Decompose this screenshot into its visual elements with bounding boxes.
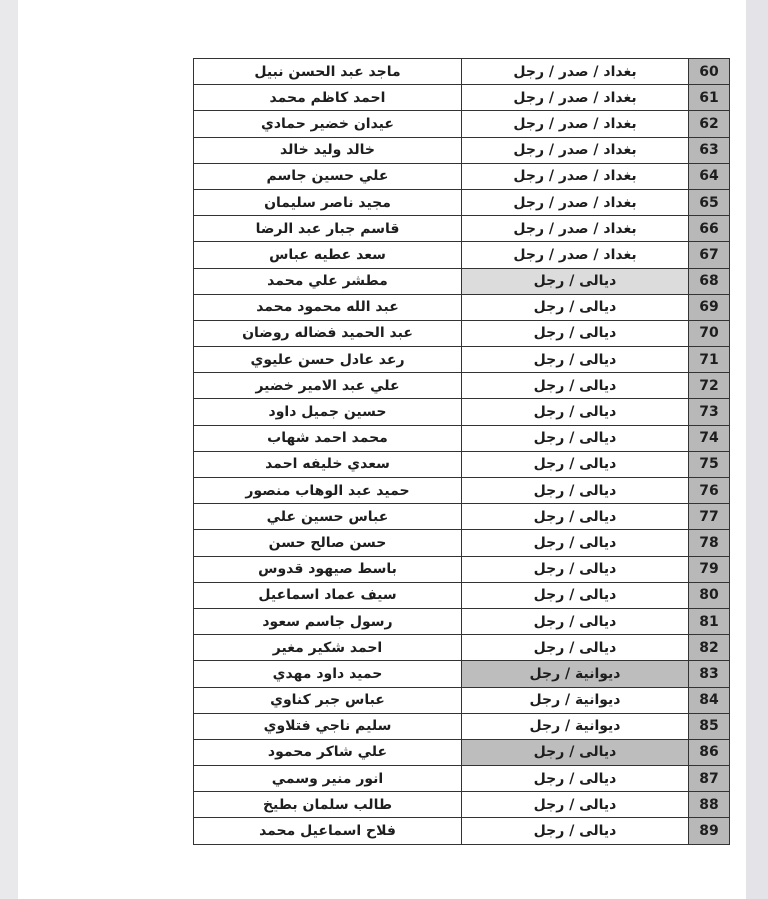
row-number-cell: 74 [689, 425, 730, 451]
table-row [194, 111, 730, 137]
name-cell: سيف عماد اسماعيل [194, 582, 462, 608]
name-cell: طالب سلمان بطيخ [194, 792, 462, 818]
table-row [194, 530, 730, 556]
location-cell: ديالى / رجل [462, 608, 689, 634]
row-number-cell: 87 [689, 766, 730, 792]
table-row [194, 320, 730, 346]
location-cell: ديالى / رجل [462, 268, 689, 294]
name-cell: عبد الله محمود محمد [194, 294, 462, 320]
location-cell: ديالى / رجل [462, 530, 689, 556]
table-row [194, 582, 730, 608]
name-cell: رعد عادل حسن عليوي [194, 347, 462, 373]
table-row [194, 268, 730, 294]
row-number-cell: 62 [689, 111, 730, 137]
row-number-cell: 69 [689, 294, 730, 320]
row-number-cell: 84 [689, 687, 730, 713]
row-number-cell: 83 [689, 661, 730, 687]
name-cell: ماجد عبد الحسن نبيل [194, 59, 462, 85]
table-row [194, 294, 730, 320]
name-cell: عباس جبر كناوي [194, 687, 462, 713]
name-cell: حسن صالح حسن [194, 530, 462, 556]
table-row [194, 373, 730, 399]
name-cell: علي شاكر محمود [194, 739, 462, 765]
location-cell: ديالى / رجل [462, 635, 689, 661]
table-row [194, 216, 730, 242]
row-number-cell: 79 [689, 556, 730, 582]
name-cell: علي عبد الامير خضير [194, 373, 462, 399]
table-row [194, 766, 730, 792]
table-row [194, 661, 730, 687]
name-cell: سعدي خليفه احمد [194, 451, 462, 477]
name-cell: باسط صيهود قدوس [194, 556, 462, 582]
name-cell: سليم ناجي فتلاوي [194, 713, 462, 739]
row-number-cell: 80 [689, 582, 730, 608]
location-cell: ديالى / رجل [462, 504, 689, 530]
table-row [194, 451, 730, 477]
location-cell: ديالى / رجل [462, 739, 689, 765]
location-cell: ديالى / رجل [462, 478, 689, 504]
row-number-cell: 77 [689, 504, 730, 530]
row-number-cell: 86 [689, 739, 730, 765]
location-cell: بغداد / صدر / رجل [462, 111, 689, 137]
table-row [194, 242, 730, 268]
table-row [194, 792, 730, 818]
name-cell: حميد عبد الوهاب منصور [194, 478, 462, 504]
row-number-cell: 67 [689, 242, 730, 268]
location-cell: بغداد / صدر / رجل [462, 137, 689, 163]
table-row [194, 163, 730, 189]
page-edge [746, 0, 768, 899]
location-cell: ديالى / رجل [462, 347, 689, 373]
name-cell: حميد داود مهدي [194, 661, 462, 687]
row-number-cell: 66 [689, 216, 730, 242]
row-number-cell: 68 [689, 268, 730, 294]
row-number-cell: 60 [689, 59, 730, 85]
name-cell: قاسم جبار عبد الرضا [194, 216, 462, 242]
location-cell: ديالى / رجل [462, 451, 689, 477]
name-cell: انور منير وسمي [194, 766, 462, 792]
name-cell: محمد احمد شهاب [194, 425, 462, 451]
name-cell: خالد وليد خالد [194, 137, 462, 163]
name-cell: عبد الحميد فضاله روضان [194, 320, 462, 346]
location-cell: بغداد / صدر / رجل [462, 59, 689, 85]
row-number-cell: 64 [689, 163, 730, 189]
table-row [194, 399, 730, 425]
roster-table [193, 58, 730, 845]
location-cell: ديالى / رجل [462, 556, 689, 582]
location-cell: بغداد / صدر / رجل [462, 242, 689, 268]
name-cell: احمد شكير مغير [194, 635, 462, 661]
table-row [194, 713, 730, 739]
table-row [194, 137, 730, 163]
row-number-cell: 61 [689, 85, 730, 111]
table-row [194, 478, 730, 504]
row-number-cell: 89 [689, 818, 730, 844]
table-row [194, 687, 730, 713]
row-number-cell: 73 [689, 399, 730, 425]
row-number-cell: 88 [689, 792, 730, 818]
name-cell: احمد كاظم محمد [194, 85, 462, 111]
location-cell: ديالى / رجل [462, 320, 689, 346]
row-number-cell: 82 [689, 635, 730, 661]
table-row [194, 59, 730, 85]
location-cell: ديالى / رجل [462, 792, 689, 818]
location-cell: بغداد / صدر / رجل [462, 189, 689, 215]
location-cell: ديوانية / رجل [462, 661, 689, 687]
location-cell: ديالى / رجل [462, 818, 689, 844]
table-row [194, 347, 730, 373]
row-number-cell: 75 [689, 451, 730, 477]
location-cell: ديوانية / رجل [462, 687, 689, 713]
row-number-cell: 63 [689, 137, 730, 163]
roster-table-body [194, 59, 730, 845]
row-number-cell: 71 [689, 347, 730, 373]
table-row [194, 635, 730, 661]
table-row [194, 818, 730, 844]
location-cell: بغداد / صدر / رجل [462, 85, 689, 111]
table-row [194, 556, 730, 582]
name-cell: حسين جميل داود [194, 399, 462, 425]
table-row [194, 85, 730, 111]
name-cell: علي حسين جاسم [194, 163, 462, 189]
name-cell: سعد عطيه عباس [194, 242, 462, 268]
table-row [194, 739, 730, 765]
name-cell: مطشر علي محمد [194, 268, 462, 294]
row-number-cell: 70 [689, 320, 730, 346]
row-number-cell: 81 [689, 608, 730, 634]
name-cell: مجيد ناصر سليمان [194, 189, 462, 215]
name-cell: عيدان خضير حمادي [194, 111, 462, 137]
location-cell: بغداد / صدر / رجل [462, 163, 689, 189]
location-cell: ديالى / رجل [462, 373, 689, 399]
row-number-cell: 78 [689, 530, 730, 556]
name-cell: رسول جاسم سعود [194, 608, 462, 634]
location-cell: ديالى / رجل [462, 582, 689, 608]
row-number-cell: 65 [689, 189, 730, 215]
location-cell: ديوانية / رجل [462, 713, 689, 739]
location-cell: ديالى / رجل [462, 294, 689, 320]
location-cell: بغداد / صدر / رجل [462, 216, 689, 242]
location-cell: ديالى / رجل [462, 766, 689, 792]
table-row [194, 189, 730, 215]
name-cell: عباس حسين علي [194, 504, 462, 530]
table-row [194, 504, 730, 530]
table-row [194, 608, 730, 634]
row-number-cell: 85 [689, 713, 730, 739]
location-cell: ديالى / رجل [462, 399, 689, 425]
name-cell: فلاح اسماعيل محمد [194, 818, 462, 844]
location-cell: ديالى / رجل [462, 425, 689, 451]
table-row [194, 425, 730, 451]
row-number-cell: 76 [689, 478, 730, 504]
row-number-cell: 72 [689, 373, 730, 399]
